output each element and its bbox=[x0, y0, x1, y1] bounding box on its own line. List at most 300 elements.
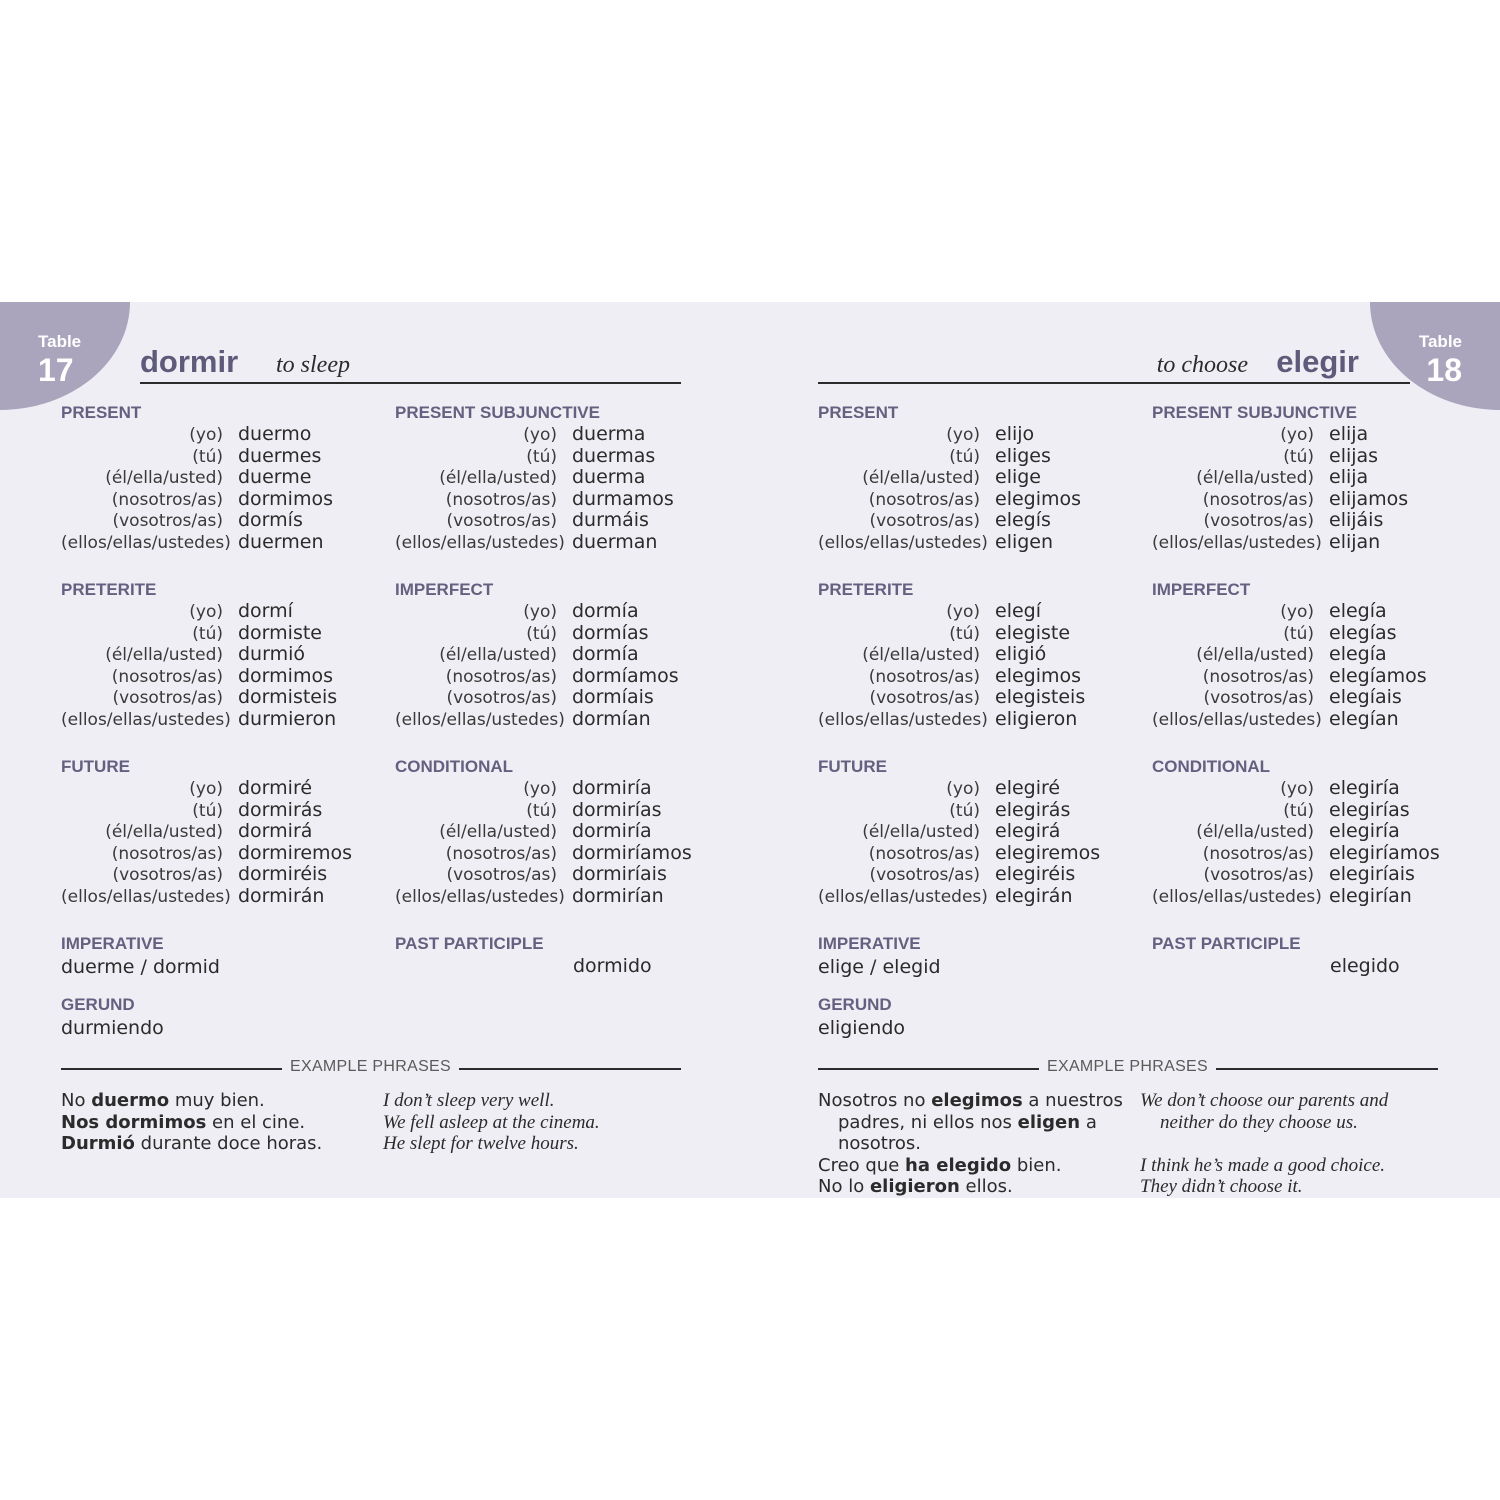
phrase-text: Creo que bbox=[818, 1154, 906, 1176]
conjugation-row bbox=[395, 821, 692, 843]
pronoun: (él/ella/usted) bbox=[1196, 468, 1314, 489]
verb-form: dormías bbox=[572, 621, 649, 644]
pronoun: (nosotros/as) bbox=[445, 666, 557, 687]
imperative-title: IMPERATIVE bbox=[61, 934, 164, 953]
pronoun: (él/ella/usted) bbox=[105, 645, 223, 666]
conjugation-row bbox=[818, 666, 1085, 688]
verb-form: dormí bbox=[238, 600, 293, 622]
pronoun: (yo) bbox=[523, 779, 557, 799]
verb-meaning: to choose bbox=[1156, 352, 1248, 378]
tense-title: FUTURE bbox=[61, 757, 130, 776]
conjugation-row bbox=[395, 532, 674, 554]
example-phrase bbox=[818, 1090, 1123, 1112]
pronoun: (nosotros/as) bbox=[445, 843, 557, 864]
gerund-title: GERUND bbox=[61, 995, 135, 1014]
tense-title: FUTURE bbox=[818, 757, 887, 776]
conjugation-row bbox=[1152, 864, 1440, 886]
tense-conditional bbox=[395, 756, 692, 908]
phrase-text: a nuestros bbox=[1022, 1090, 1123, 1111]
verb-title: dormir bbox=[140, 344, 239, 379]
pronoun: (nosotros/as) bbox=[111, 843, 223, 864]
verb-form: dormían bbox=[572, 707, 651, 730]
verb-form: durmamos bbox=[572, 487, 674, 510]
conjugation-row bbox=[818, 821, 1100, 843]
pronoun: (tú) bbox=[949, 800, 980, 821]
verb-meaning: to sleep bbox=[276, 352, 350, 378]
imperative-value: duerme / dormid bbox=[61, 956, 220, 978]
pronoun: (yo) bbox=[189, 602, 223, 622]
pronoun: (yo) bbox=[946, 779, 980, 799]
imperative-value: elige / elegid bbox=[818, 956, 941, 978]
verb-form: elegiríamos bbox=[1329, 841, 1440, 864]
conjugation-row bbox=[1152, 821, 1440, 843]
verb-form: elijas bbox=[1329, 444, 1379, 467]
pronoun: (él/ella/usted) bbox=[105, 822, 223, 843]
translation: He slept for twelve hours. bbox=[383, 1133, 579, 1155]
tab-word: Table bbox=[1418, 332, 1462, 351]
conjugation-row bbox=[1152, 687, 1427, 709]
pronoun: (nosotros/as) bbox=[111, 666, 223, 687]
verb-form: elegiste bbox=[995, 621, 1071, 644]
example-phrase bbox=[61, 1112, 322, 1134]
phrase-text: nosotros. bbox=[838, 1133, 921, 1155]
conjugation-row bbox=[395, 687, 679, 709]
tense-preterite bbox=[818, 579, 1085, 731]
verb-form: elegía bbox=[1329, 600, 1387, 622]
pronoun: (nosotros/as) bbox=[445, 489, 557, 510]
tense-title: IMPERFECT bbox=[395, 580, 494, 599]
pronoun: (nosotros/as) bbox=[868, 489, 980, 510]
pronoun: (ellos/ellas/ustedes) bbox=[1152, 532, 1322, 553]
pronoun: (yo) bbox=[189, 425, 223, 445]
conjugation-row bbox=[395, 623, 679, 645]
translation: neither do they choose us. bbox=[1160, 1111, 1358, 1133]
tab-number: 18 bbox=[1426, 352, 1462, 388]
pronoun: (él/ella/usted) bbox=[439, 645, 557, 666]
verb-form: elegiríais bbox=[1329, 863, 1415, 886]
verb-form: elegiréis bbox=[995, 863, 1076, 886]
conjugation-row bbox=[1152, 800, 1440, 822]
conjugation-row bbox=[395, 467, 674, 489]
tense-title: CONDITIONAL bbox=[1152, 757, 1271, 776]
conjugation-row bbox=[61, 800, 352, 822]
verb-form: elegiremos bbox=[995, 841, 1101, 864]
pronoun: (vosotros/as) bbox=[869, 688, 980, 709]
verb-form: dormimos bbox=[238, 664, 333, 687]
imperative-section bbox=[818, 933, 941, 979]
past-participle-section bbox=[1152, 933, 1301, 955]
conjugation-row bbox=[818, 864, 1100, 886]
conjugation-row bbox=[61, 510, 333, 532]
tense-title: IMPERFECT bbox=[1152, 580, 1251, 599]
gerund-value: durmiendo bbox=[61, 1017, 164, 1039]
translation: We fell asleep at the cinema. bbox=[383, 1111, 600, 1133]
tense-future bbox=[818, 756, 1100, 908]
conjugation-row bbox=[818, 489, 1081, 511]
conjugation-row bbox=[61, 778, 352, 800]
conjugation-row bbox=[1152, 532, 1408, 554]
conjugation-row bbox=[1152, 446, 1408, 468]
conjugation-row bbox=[395, 446, 674, 468]
conjugation-row bbox=[818, 709, 1085, 731]
conjugation-row bbox=[61, 709, 337, 731]
pronoun: (él/ella/usted) bbox=[105, 468, 223, 489]
conjugation-row bbox=[61, 666, 337, 688]
table-tab-17 bbox=[0, 302, 130, 410]
verb-form: elegisteis bbox=[995, 686, 1086, 709]
phrase-text: en el cine. bbox=[206, 1111, 306, 1133]
tense-conditional bbox=[1152, 756, 1440, 908]
pronoun: (él/ella/usted) bbox=[862, 468, 980, 489]
verb-form: dormirá bbox=[238, 820, 313, 843]
example-phrase bbox=[818, 1112, 1123, 1134]
verb-form: eligen bbox=[995, 530, 1054, 553]
pronoun: (él/ella/usted) bbox=[439, 822, 557, 843]
conjugation-row bbox=[1152, 601, 1427, 623]
example-phrases-english bbox=[383, 1090, 600, 1155]
conjugation-row bbox=[1152, 709, 1427, 731]
translation: I don’t sleep very well. bbox=[383, 1090, 555, 1111]
tense-title: PRETERITE bbox=[818, 580, 914, 599]
pronoun: (ellos/ellas/ustedes) bbox=[818, 532, 988, 553]
conjugation-row bbox=[395, 843, 692, 865]
conjugation-row bbox=[395, 489, 674, 511]
conjugation-row bbox=[61, 886, 352, 908]
tense-title: PRETERITE bbox=[61, 580, 157, 599]
phrase-text: padres, ni ellos nos bbox=[838, 1111, 1018, 1133]
verb-form: elegirás bbox=[995, 798, 1071, 821]
example-phrase bbox=[818, 1176, 1123, 1198]
phrase-text: ellos. bbox=[959, 1176, 1013, 1198]
verb-form: duerma bbox=[572, 466, 646, 489]
verb-form: durmáis bbox=[572, 509, 649, 532]
pronoun: (tú) bbox=[526, 623, 557, 644]
phrase-verb: Nos dormimos bbox=[61, 1111, 207, 1133]
verb-form: elegías bbox=[1329, 621, 1397, 644]
verb-form: elija bbox=[1329, 466, 1369, 489]
verb-form: elegirán bbox=[995, 884, 1073, 907]
pronoun: (ellos/ellas/ustedes) bbox=[61, 886, 231, 907]
conjugation-row bbox=[818, 843, 1100, 865]
example-phrases-label: EXAMPLE PHRASES bbox=[290, 1058, 451, 1075]
verb-form: dormiríais bbox=[572, 863, 667, 886]
phrase-text: Nosotros no bbox=[818, 1090, 932, 1111]
pronoun: (él/ella/usted) bbox=[439, 468, 557, 489]
conjugation-row bbox=[61, 532, 333, 554]
conjugation-row bbox=[818, 623, 1085, 645]
phrase-verb: eligieron bbox=[869, 1176, 960, 1198]
verb-form: elijáis bbox=[1329, 509, 1384, 532]
pronoun: (nosotros/as) bbox=[1202, 666, 1314, 687]
conjugation-spread bbox=[0, 302, 1500, 1198]
tense-title: PRESENT SUBJUNCTIVE bbox=[395, 403, 600, 422]
verb-form: elegirá bbox=[995, 820, 1061, 843]
verb-form: elegíamos bbox=[1329, 664, 1427, 687]
pronoun: (ellos/ellas/ustedes) bbox=[61, 532, 231, 553]
pronoun: (vosotros/as) bbox=[112, 688, 223, 709]
pronoun: (nosotros/as) bbox=[868, 843, 980, 864]
phrase-verb: eligen bbox=[1017, 1111, 1081, 1133]
pronoun: (yo) bbox=[523, 602, 557, 622]
conjugation-row bbox=[818, 800, 1100, 822]
pronoun: (ellos/ellas/ustedes) bbox=[818, 886, 988, 907]
example-phrase bbox=[818, 1133, 1123, 1155]
verb-form: elijamos bbox=[1329, 487, 1409, 510]
tense-present-subjunctive bbox=[1152, 402, 1408, 554]
conjugation-row bbox=[818, 424, 1081, 446]
tense-preterite bbox=[61, 579, 337, 731]
pronoun: (tú) bbox=[1283, 800, 1314, 821]
translation: They didn’t choose it. bbox=[1140, 1176, 1303, 1198]
divider-line bbox=[459, 1068, 681, 1070]
verb-form: dormiríamos bbox=[572, 841, 692, 864]
pronoun: (vosotros/as) bbox=[446, 688, 557, 709]
conjugation-row bbox=[818, 644, 1085, 666]
phrase-verb: ha elegido bbox=[905, 1154, 1012, 1176]
pronoun: (él/ella/usted) bbox=[1196, 822, 1314, 843]
phrase-verb: elegimos bbox=[931, 1090, 1023, 1111]
example-phrases-spanish bbox=[818, 1090, 1123, 1198]
pronoun: (vosotros/as) bbox=[446, 511, 557, 532]
phrase-text: muy bien. bbox=[169, 1090, 265, 1111]
verb-form: elige bbox=[995, 466, 1041, 489]
conjugation-row bbox=[395, 886, 692, 908]
verb-form: elegían bbox=[1329, 707, 1399, 730]
conjugation-row bbox=[1152, 424, 1408, 446]
verb-form: dormirían bbox=[572, 884, 664, 907]
verb-form: dormía bbox=[572, 643, 639, 666]
conjugation-row bbox=[395, 666, 679, 688]
verb-form: dormimos bbox=[238, 487, 333, 510]
tense-title: PRESENT bbox=[818, 403, 899, 422]
verb-form: elijo bbox=[995, 423, 1035, 445]
conjugation-row bbox=[61, 623, 337, 645]
pronoun: (él/ella/usted) bbox=[1196, 645, 1314, 666]
verb-form: dormiría bbox=[572, 820, 652, 843]
verb-form: elegirías bbox=[1329, 798, 1410, 821]
conjugation-row bbox=[1152, 666, 1427, 688]
verb-form: elegimos bbox=[995, 664, 1082, 687]
tense-title: PRESENT SUBJUNCTIVE bbox=[1152, 403, 1357, 422]
example-phrases-label: EXAMPLE PHRASES bbox=[1047, 1058, 1208, 1075]
verb-form: duerman bbox=[572, 530, 658, 553]
verb-headline-dormir bbox=[140, 342, 681, 384]
phrase-text: durante doce horas. bbox=[134, 1133, 323, 1155]
pronoun: (vosotros/as) bbox=[1203, 511, 1314, 532]
conjugation-row bbox=[395, 644, 679, 666]
pronoun: (tú) bbox=[949, 623, 980, 644]
pronoun: (yo) bbox=[946, 425, 980, 445]
conjugation-row bbox=[61, 864, 352, 886]
phrase-verb: duermo bbox=[91, 1090, 170, 1111]
pronoun: (tú) bbox=[526, 800, 557, 821]
verb-form: dormís bbox=[238, 509, 303, 532]
pronoun: (nosotros/as) bbox=[1202, 843, 1314, 864]
tense-present bbox=[818, 402, 1081, 554]
conjugation-row bbox=[61, 489, 333, 511]
conjugation-row bbox=[1152, 644, 1427, 666]
verb-form: durmió bbox=[238, 643, 305, 666]
pronoun: (yo) bbox=[946, 602, 980, 622]
verb-form: dormiréis bbox=[238, 863, 328, 886]
verb-form: elegiría bbox=[1329, 820, 1400, 843]
tense-present bbox=[61, 402, 333, 554]
verb-form: dormirán bbox=[238, 884, 325, 907]
verb-form: eliges bbox=[995, 444, 1051, 467]
pronoun: (vosotros/as) bbox=[869, 865, 980, 886]
pronoun: (vosotros/as) bbox=[1203, 865, 1314, 886]
pronoun: (tú) bbox=[192, 623, 223, 644]
pronoun: (yo) bbox=[189, 779, 223, 799]
example-phrase bbox=[61, 1133, 322, 1155]
pronoun: (yo) bbox=[1280, 425, 1314, 445]
verb-form: dormirás bbox=[238, 798, 323, 821]
past-participle-title: PAST PARTICIPLE bbox=[1152, 934, 1301, 953]
phrase-text: No lo bbox=[818, 1176, 870, 1198]
pronoun: (tú) bbox=[192, 800, 223, 821]
pronoun: (vosotros/as) bbox=[869, 511, 980, 532]
conjugation-row bbox=[61, 687, 337, 709]
verb-form: duermas bbox=[572, 444, 656, 467]
pronoun: (tú) bbox=[1283, 446, 1314, 467]
conjugation-row bbox=[818, 687, 1085, 709]
verb-form: eligió bbox=[995, 643, 1047, 666]
example-phrases-divider bbox=[61, 1058, 681, 1080]
verb-form: elegía bbox=[1329, 643, 1387, 666]
conjugation-row bbox=[395, 778, 692, 800]
conjugation-row bbox=[61, 467, 333, 489]
gerund-title: GERUND bbox=[818, 995, 892, 1014]
pronoun: (nosotros/as) bbox=[1202, 489, 1314, 510]
verb-form: dormiste bbox=[238, 621, 322, 644]
imperative-section bbox=[61, 933, 220, 979]
pronoun: (yo) bbox=[1280, 602, 1314, 622]
example-phrases-spanish bbox=[61, 1090, 322, 1155]
conjugation-row bbox=[395, 424, 674, 446]
verb-form: elijan bbox=[1329, 530, 1381, 553]
pronoun: (tú) bbox=[526, 446, 557, 467]
pronoun: (ellos/ellas/ustedes) bbox=[395, 709, 565, 730]
conjugation-row bbox=[818, 778, 1100, 800]
conjugation-row bbox=[61, 424, 333, 446]
verb-form: duermen bbox=[238, 530, 324, 553]
conjugation-row bbox=[395, 601, 679, 623]
pronoun: (tú) bbox=[192, 446, 223, 467]
gerund-section bbox=[61, 994, 164, 1040]
tense-title: CONDITIONAL bbox=[395, 757, 514, 776]
pronoun: (ellos/ellas/ustedes) bbox=[395, 532, 565, 553]
verb-form: dormíamos bbox=[572, 664, 679, 687]
conjugation-row bbox=[395, 864, 692, 886]
tab-number: 17 bbox=[38, 352, 74, 388]
tab-word: Table bbox=[38, 332, 82, 351]
divider-line bbox=[61, 1068, 282, 1070]
translation: We don’t choose our parents and bbox=[1140, 1090, 1389, 1111]
conjugation-row bbox=[1152, 778, 1440, 800]
conjugation-row bbox=[818, 886, 1100, 908]
verb-form: elegiré bbox=[995, 777, 1061, 799]
past-participle-value: dormido bbox=[573, 955, 652, 977]
verb-headline-elegir bbox=[818, 342, 1410, 384]
gerund-value: eligiendo bbox=[818, 1017, 906, 1039]
conjugation-row bbox=[61, 821, 352, 843]
tense-present-subjunctive bbox=[395, 402, 674, 554]
pronoun: (ellos/ellas/ustedes) bbox=[1152, 886, 1322, 907]
pronoun: (él/ella/usted) bbox=[862, 822, 980, 843]
conjugation-row bbox=[1152, 843, 1440, 865]
pronoun: (tú) bbox=[949, 446, 980, 467]
example-phrase bbox=[818, 1155, 1123, 1177]
past-participle-value: elegido bbox=[1330, 955, 1400, 977]
conjugation-row bbox=[818, 467, 1081, 489]
pronoun: (vosotros/as) bbox=[1203, 688, 1314, 709]
verb-form: dormiría bbox=[572, 777, 652, 799]
pronoun: (vosotros/as) bbox=[446, 865, 557, 886]
verb-title: elegir bbox=[1276, 344, 1359, 379]
tense-title: PRESENT bbox=[61, 403, 142, 422]
verb-form: elegirían bbox=[1329, 884, 1412, 907]
pronoun: (ellos/ellas/ustedes) bbox=[1152, 709, 1322, 730]
pronoun: (él/ella/usted) bbox=[862, 645, 980, 666]
verb-form: durmieron bbox=[238, 707, 337, 730]
phrase-text: No bbox=[61, 1090, 92, 1111]
conjugation-row bbox=[1152, 623, 1427, 645]
verb-form: elija bbox=[1329, 423, 1369, 445]
pronoun: (ellos/ellas/ustedes) bbox=[395, 886, 565, 907]
verb-form: duermo bbox=[238, 423, 312, 445]
divider-line bbox=[1216, 1068, 1438, 1070]
verb-form: dormíais bbox=[572, 686, 654, 709]
pronoun: (vosotros/as) bbox=[112, 865, 223, 886]
conjugation-row bbox=[818, 532, 1081, 554]
phrase-text: a bbox=[1080, 1111, 1097, 1133]
pronoun: (vosotros/as) bbox=[112, 511, 223, 532]
verb-form: dormirías bbox=[572, 798, 662, 821]
verb-form: elegimos bbox=[995, 487, 1082, 510]
divider-line bbox=[818, 1068, 1039, 1070]
tense-imperfect bbox=[395, 579, 679, 731]
conjugation-row bbox=[61, 644, 337, 666]
conjugation-row bbox=[395, 510, 674, 532]
conjugation-row bbox=[818, 510, 1081, 532]
conjugation-row bbox=[395, 709, 679, 731]
verb-form: elegí bbox=[995, 600, 1041, 622]
example-phrases-divider bbox=[818, 1058, 1438, 1080]
verb-form: dormisteis bbox=[238, 686, 338, 709]
verb-form: elegiría bbox=[1329, 777, 1400, 799]
conjugation-row bbox=[1152, 467, 1408, 489]
verb-form: elegíais bbox=[1329, 686, 1402, 709]
pronoun: (nosotros/as) bbox=[111, 489, 223, 510]
verb-form: dormía bbox=[572, 600, 639, 622]
pronoun: (yo) bbox=[523, 425, 557, 445]
conjugation-row bbox=[61, 446, 333, 468]
translation bbox=[1140, 1133, 1388, 1155]
pronoun: (yo) bbox=[1280, 779, 1314, 799]
conjugation-row bbox=[818, 446, 1081, 468]
pronoun: (tú) bbox=[1283, 623, 1314, 644]
past-participle-title: PAST PARTICIPLE bbox=[395, 934, 544, 953]
verb-form: duerma bbox=[572, 423, 646, 445]
translation: I think he’s made a good choice. bbox=[1140, 1154, 1386, 1176]
pronoun: (ellos/ellas/ustedes) bbox=[61, 709, 231, 730]
conjugation-row bbox=[1152, 510, 1408, 532]
conjugation-row bbox=[61, 601, 337, 623]
pronoun: (nosotros/as) bbox=[868, 666, 980, 687]
conjugation-row bbox=[1152, 489, 1408, 511]
phrase-text: bien. bbox=[1011, 1154, 1062, 1176]
imperative-title: IMPERATIVE bbox=[818, 934, 921, 953]
